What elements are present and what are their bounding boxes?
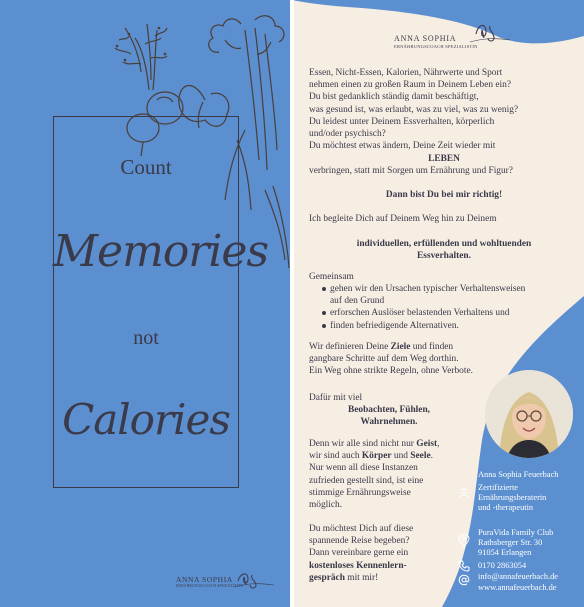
intro-line: Du leidest unter Deinem Essverhalten, körperlich (309, 116, 495, 127)
instances-line: Nur wenn all diese Instanzen (309, 463, 418, 474)
instances-line: möglich. (309, 500, 343, 511)
observe-block (309, 404, 469, 428)
goals-text: und finden (410, 342, 454, 352)
address-line: PuraVida Family Club (478, 528, 554, 537)
instances-line: stimmige Ernährungsweise (309, 487, 411, 498)
header-logo-tagline: ERNÄHRUNGSCOACH SPEZIALISTIN (394, 44, 478, 49)
portrait-illustration (485, 370, 573, 458)
cta-bold: gespräch (309, 572, 345, 583)
goals-line (309, 341, 509, 353)
cta-line (309, 572, 459, 584)
cover-word-not: not (133, 327, 159, 349)
contact-name: Anna Sophia Feuerbach (478, 470, 559, 479)
body-line (309, 450, 479, 462)
cta-line: Dann vereinbare gerne ein (309, 548, 409, 559)
intro-text (309, 67, 579, 152)
mind-text: , (437, 439, 440, 449)
bullet-icon (322, 324, 326, 328)
cover-logo (176, 565, 276, 595)
goals-block (309, 341, 509, 378)
goals-text: Wir definieren Deine (309, 342, 391, 352)
accompany-line: Ich begleite Dich auf Deinem Weg hin zu Deinem (309, 214, 497, 224)
individual-line: Essverhalten. (417, 251, 471, 262)
cta-bold: kostenloses Kennenlern- (309, 560, 407, 571)
address-line: 91054 Erlangen (478, 548, 532, 558)
list-item (322, 320, 578, 332)
contact-title-line: und -therapeutin (478, 503, 534, 513)
after-leben-line: verbringen, statt mit Sorgen um Ernährung und Figur? (309, 166, 513, 176)
list-item-text: gehen wir den Ursachen typischer Verhaltensweisen (330, 284, 526, 294)
goals-line: gangbare Schritte auf dem Weg dorthin. (309, 354, 459, 365)
cta-line: spannende Reise begeben? (309, 536, 410, 547)
observe-line: Beobachten, Fühlen, (347, 405, 431, 415)
header-logo-name: ANNA SOPHIA (394, 34, 457, 43)
body-text: . (430, 451, 433, 462)
leben-word: LEBEN (428, 154, 460, 164)
header-logo (370, 14, 510, 54)
cover-word-count: Count (120, 155, 172, 179)
observe-line: Wahrnehmen. (360, 417, 418, 428)
intro-line: und/oder psychisch? (309, 129, 386, 140)
body-text: wir sind auch (309, 451, 362, 462)
person-icon (458, 487, 470, 499)
monogram-logo (470, 14, 510, 44)
instances-line: zufrieden gestellt sind, ist eine (309, 475, 424, 486)
at-sign-icon (458, 574, 470, 586)
for-that-line: Dafür mit viel (309, 393, 363, 403)
intro-line: was gesund ist, was erlaubt, was zu viel, was zu wenig? (309, 104, 519, 115)
cta-text: mit mir! (344, 572, 379, 583)
body-bold: Seele (410, 451, 431, 462)
contact-phone[interactable]: 0170 2863054 (478, 561, 527, 570)
right-for-me-text: Dann bist Du bei mir richtig! (385, 190, 503, 200)
mind-bold: Geist (416, 439, 438, 449)
list-item-text: finden befriedigende Alternativen. (330, 320, 459, 331)
individual-block (309, 238, 579, 262)
body-text: und (391, 451, 411, 462)
mind-line (309, 438, 479, 450)
phone-icon (458, 560, 470, 572)
cover-word-memories: Memories (53, 226, 269, 277)
goals-line: Ein Weg ohne strikte Regeln, ohne Verbote. (309, 366, 473, 377)
portrait-photo (485, 370, 573, 458)
mind-text: Denn wir alle sind nicht nur (309, 439, 417, 449)
cta-block (309, 523, 459, 584)
mind-body-block (309, 438, 479, 511)
right-for-me-line (309, 189, 579, 201)
intro-line: Du bist gedanklich ständig damit beschäftigt, (309, 92, 479, 103)
bullet-list (322, 283, 578, 332)
list-item (322, 307, 578, 319)
cover-word-calories: Calories (62, 395, 230, 444)
together-heading: Gemeinsam (309, 272, 354, 282)
contact-title (478, 483, 583, 514)
contact-title-line: Ernährungsberaterin (478, 493, 547, 503)
intro-line: Du möchtest etwas ändern, Deine Zeit wieder mit (309, 141, 496, 152)
individual-line: individuellen, erfüllenden und wohltuenden (356, 239, 532, 249)
cover-logo-tagline: ERNÄHRUNGSCOACH SPEZIALISTIN (176, 584, 244, 588)
cover-logo-name: ANNA SOPHIA (176, 575, 233, 584)
cta-line: Du möchtest Dich auf diese (309, 524, 414, 534)
address-line: Rathsberger Str. 30 (478, 538, 543, 548)
contact-address (478, 528, 583, 559)
list-item-text: erforschen Auslöser belastenden Verhaltens und (330, 308, 510, 319)
intro-line: Essen, Nicht-Essen, Kalorien, Nährwerte und Sport (309, 68, 503, 78)
goals-bold: Ziele (390, 342, 411, 352)
body-bold: Körper (361, 451, 392, 462)
intro-line: nehmen einen zu großen Raum in Deinem Leben ein? (309, 80, 512, 91)
list-item-text: auf den Grund (330, 296, 385, 307)
list-item (322, 283, 578, 307)
bullet-icon (322, 311, 326, 315)
contact-email[interactable]: info@annafeuerbach.de (478, 572, 559, 581)
leben-line (309, 153, 579, 165)
location-pin-icon (458, 534, 470, 548)
contact-website[interactable]: www.annafeuerbach.de (478, 583, 557, 592)
bullet-icon (322, 287, 326, 291)
contact-title-line: Zertifizierte (478, 483, 518, 492)
fold-gutter (290, 0, 294, 607)
